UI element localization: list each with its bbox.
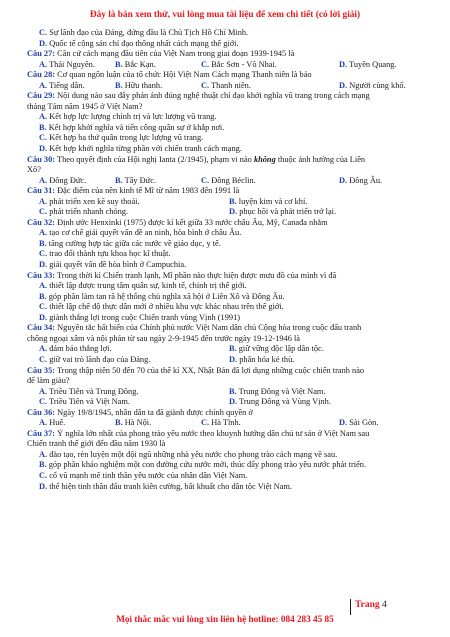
option-c: C. Sự lãnh đạo của Đảng, đứng đầu là Chủ Tịch Hồ Chí Minh. [39, 28, 249, 37]
option-29-c: C. Kết hợp ba thứ quân trong lực lượng vũ trang. [39, 133, 204, 143]
question-36: Câu 36: Ngày 19/8/1945, nhân dân ta đã giành được chính quyền ở [27, 407, 253, 417]
document-body [27, 28, 425, 492]
question-35: Câu 35: Trong thập niên 50 đến 70 của thế kỉ XX, Nhật Bản đã lợi dụng những cuộc chiến tranh nào [27, 365, 365, 375]
page-number: Trang 4 [355, 600, 387, 610]
question-27: Câu 27: Căn cứ cách mạng đầu tiên của Việt Nam trong giai đoạn 1939-1945 là [27, 49, 295, 59]
question-31: Câu 31: Đặc điểm của nền kinh tế Mĩ từ năm 1983 đến 1991 là [27, 186, 240, 196]
question-32: Câu 32: Định ước Henxinki (1975) được kí kết giữa 33 nước châu Âu, Mỹ, Canađa nhằm [27, 217, 328, 227]
option-33-a: A. thiết lập được trung tâm quân sự, kinh tế, chính trị thế giới. [39, 281, 247, 291]
page-number-divider [350, 599, 351, 615]
question-33: Câu 33: Trong thời kì Chiến tranh lạnh, Mĩ phần nào thực hiện được mưu đồ của mình vì đã [27, 270, 337, 280]
preview-notice: Đây là bản xem thử, vui lòng mua tài liệu để xem chi tiết (có lời giải) [89, 10, 361, 20]
question-34-cont: chống ngoại xâm và nội phản từ sau ngày 2-9-1945 đến trước ngày 19-12-1946 là [27, 333, 300, 343]
option-32-b: B. tăng cường hợp tác giữa các nước về giáo dục, y tế. [39, 238, 221, 248]
option-29-d: D. Kết hợp khởi nghĩa từng phần với chiến tranh cách mạng. [39, 144, 242, 154]
question-30-cont: Xô? [27, 165, 41, 175]
option-37-d: D. thể hiện tinh thần đấu tranh kiên cường, bất khuất cho dân tộc Việt Nam. [39, 481, 292, 491]
option-37-a: A. đào tạo, rèn luyện một đội ngũ những nhà yêu nước cho phong trào cách mạng về sau. [39, 449, 338, 459]
question-28: Câu 28: Cơ quan ngôn luận của tổ chức Hội Việt Nam Cách mạng Thanh niên là báo [27, 70, 312, 80]
options-36: A. Huế. B. Hà Nội. C. Hà Tĩnh. D. Sài Gòn. [39, 418, 379, 428]
option-33-b: B. góp phần làm tan rã hệ thống chủ nghĩa xã hội ở Liên Xô và Đông Âu. [39, 291, 285, 301]
options-27: A. Thái Nguyên. B. Bắc Kạn. C. Bắc Sơn - Võ Nhai. D. Tuyên Quang. [39, 59, 397, 69]
question-34: Câu 34: Nguyên tắc bất biến của Chính phủ nước Việt Nam dân chủ Cộng hòa trong cuộc đấu tranh [27, 323, 362, 333]
option-32-c: C. trao đổi thành tựu khoa học kĩ thuật. [39, 249, 171, 259]
hotline-footer: Mọi thắc mắc vui lòng xin liên hệ hotline: 084 283 45 85 [116, 614, 334, 624]
option-37-b: B. góp phần khảo nghiệm một con đường cứu nước mới, thúc đẩy phong trào yêu nước phát triển. [39, 460, 367, 470]
option-33-c: C. thiết lập chế độ thực dân mới ở nhiều khu vực khác nhau trên thế giới. [39, 302, 284, 312]
options-34-ab: A. đảm bảo thắng lợi. B. giữ vững độc lập dân tộc. [39, 344, 324, 354]
question-29-cont: tháng Tám năm 1945 ở Việt Nam? [27, 101, 143, 111]
options-28: A. Tiếng dân. B. Hữu thanh. C. Thanh niên. D. Người cùng khổ. [39, 80, 406, 90]
options-31-ab: A. phát triển xen kẽ suy thoái. B. luyện kim và cơ khí. [39, 196, 308, 206]
question-35-cont: để làm giàu? [27, 376, 70, 386]
option-d: D. Quốc tế cộng sản chỉ đạo thống nhất cách mạng thế giới. [39, 38, 239, 48]
options-35-cd: C. Triều Tiên và Việt Nam. D. Trung Đông và Vùng Vịnh. [39, 397, 331, 407]
question-30: Câu 30: Theo quyết định của Hội nghị Ianta (2/1945), phạm vi nào không thuộc ảnh hưởng của Liên [27, 154, 366, 164]
option-37-c: C. cổ vũ mạnh mẽ tinh thần yêu nước của nhân dân Việt Nam. [39, 470, 248, 480]
question-37-cont: Chiến tranh thế giới đến đầu năm 1930 là [27, 439, 166, 449]
options-34-cd: C. giữ vai trò lãnh đạo của Đảng. D. phân hóa kẻ thù. [39, 354, 295, 364]
question-37: Câu 37: Ý nghĩa lớn nhất của phong trào yêu nước theo khuynh hướng dân chủ tư sản ở Việt Nam sau [27, 428, 370, 438]
options-35-ab: A. Triều Tiên và Trung Đông. B. Trung Đông và Việt Nam. [39, 386, 326, 396]
options-31-cd: C. phát triển nhanh chóng. D. phục hồi và phát triển trở lại. [39, 207, 337, 217]
option-32-d: D. giải quyết vấn đề hòa bình ở Campuchia. [39, 260, 187, 270]
option-33-d: D. giành thắng lợi trong cuộc Chiến tranh vùng Vịnh (1991) [39, 312, 241, 322]
question-29: Câu 29: Nội dung nào sau đây phản ánh đúng nghệ thuật chỉ đạo khởi nghĩa vũ trang trong cách mạng [27, 91, 370, 101]
option-32-a: A. tạo cơ chế giải quyết vấn đề an ninh, hòa bình ở châu Âu. [39, 228, 242, 238]
option-29-b: B. Kết hợp khởi nghĩa và tiến công quân sự ở khắp nơi. [39, 122, 225, 132]
options-30: A. Đông Đức. B. Tây Đức. C. Đông Béclin. D. Đông Âu. [39, 175, 383, 185]
option-29-a: A. Kết hợp lực lượng chính trị và lực lượng vũ trang. [39, 112, 217, 122]
